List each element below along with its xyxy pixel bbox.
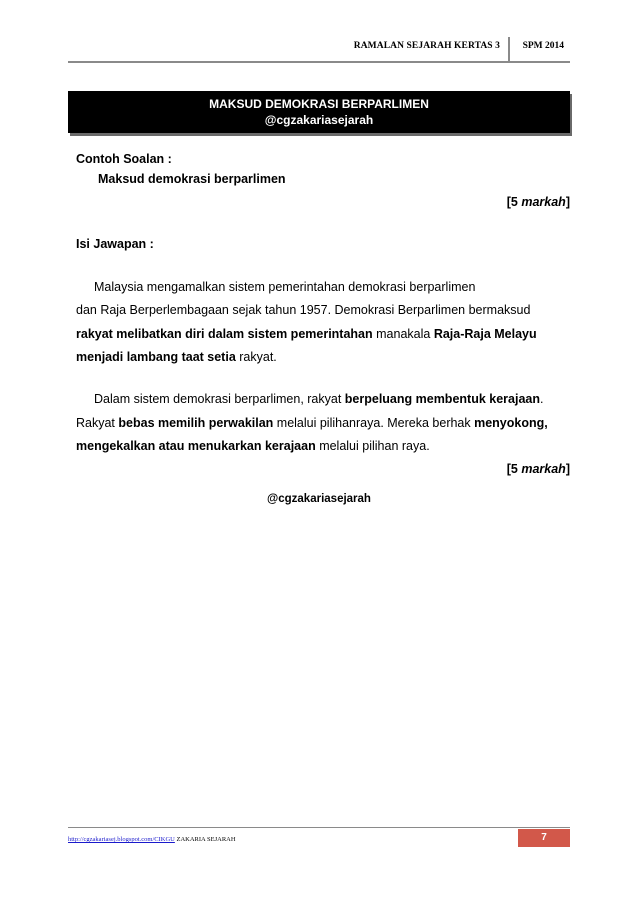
title-main: MAKSUD DEMOKRASI BERPARLIMEN: [209, 97, 429, 111]
page-number: 7: [518, 829, 570, 847]
answer-text: Rakyat: [76, 416, 119, 430]
answer-text: manakala: [372, 327, 434, 341]
answer-marks-close: ]: [565, 462, 570, 476]
header-divider: [508, 37, 510, 61]
answer-text: melalui pilihan raya.: [315, 439, 430, 453]
answer-p1-line3: [76, 327, 537, 341]
footer-link[interactable]: http://cgzakariasej.blogspot.com/CIKGU: [68, 836, 175, 843]
question-marks: [507, 195, 570, 209]
answer-heading: Isi Jawapan :: [76, 237, 154, 251]
key-point: rakyat melibatkan diri dalam sistem pemerintahan: [76, 327, 373, 341]
answer-p1-line1: Malaysia mengamalkan sistem pemerintahan demokrasi berparlimen: [94, 280, 476, 294]
header-rule: [68, 61, 570, 63]
title-box: [68, 91, 570, 133]
footer-rule: [68, 827, 570, 828]
header-year: SPM 2014: [522, 41, 564, 51]
question-marks-close: ]: [565, 195, 570, 209]
answer-p2-line1: [94, 392, 543, 406]
footer-credit: [68, 836, 236, 843]
answer-p2-line3: [76, 439, 430, 453]
page-header: [68, 37, 570, 59]
question-marks-open: [5: [506, 195, 522, 209]
answer-marks: [507, 462, 570, 476]
answer-text: .: [539, 392, 544, 406]
header-title: RAMALAN SEJARAH KERTAS 3: [353, 41, 500, 51]
footer-author: ZAKARIA SEJARAH: [174, 836, 236, 843]
key-point: menjadi lambang taat setia: [76, 350, 236, 364]
signature: @cgzakariasejarah: [267, 493, 371, 505]
key-point: bebas memilih perwakilan: [118, 416, 274, 430]
answer-text: melalui pilihanraya. Mereka berhak: [273, 416, 475, 430]
question-marks-word: markah: [521, 195, 566, 209]
answer-marks-word: markah: [521, 462, 566, 476]
answer-p1-line4: [76, 350, 277, 364]
key-point: mengekalkan atau menukarkan kerajaan: [76, 439, 316, 453]
key-point: berpeluang membentuk kerajaan: [344, 392, 540, 406]
question-heading: Contoh Soalan :: [76, 152, 172, 166]
answer-p2-line2: [76, 416, 548, 430]
title-handle: @cgzakariasejarah: [264, 113, 374, 127]
key-point: menyokong,: [474, 416, 548, 430]
answer-p1-line2: dan Raja Berperlembagaan sejak tahun 1957. Demokrasi Berparlimen bermaksud: [76, 303, 531, 317]
answer-text: Dalam sistem demokrasi berparlimen, rakyat: [94, 392, 345, 406]
answer-marks-open: [5: [506, 462, 522, 476]
key-point: Raja-Raja Melayu: [433, 327, 537, 341]
question-text: Maksud demokrasi berparlimen: [98, 172, 286, 186]
answer-text: rakyat.: [235, 350, 277, 364]
